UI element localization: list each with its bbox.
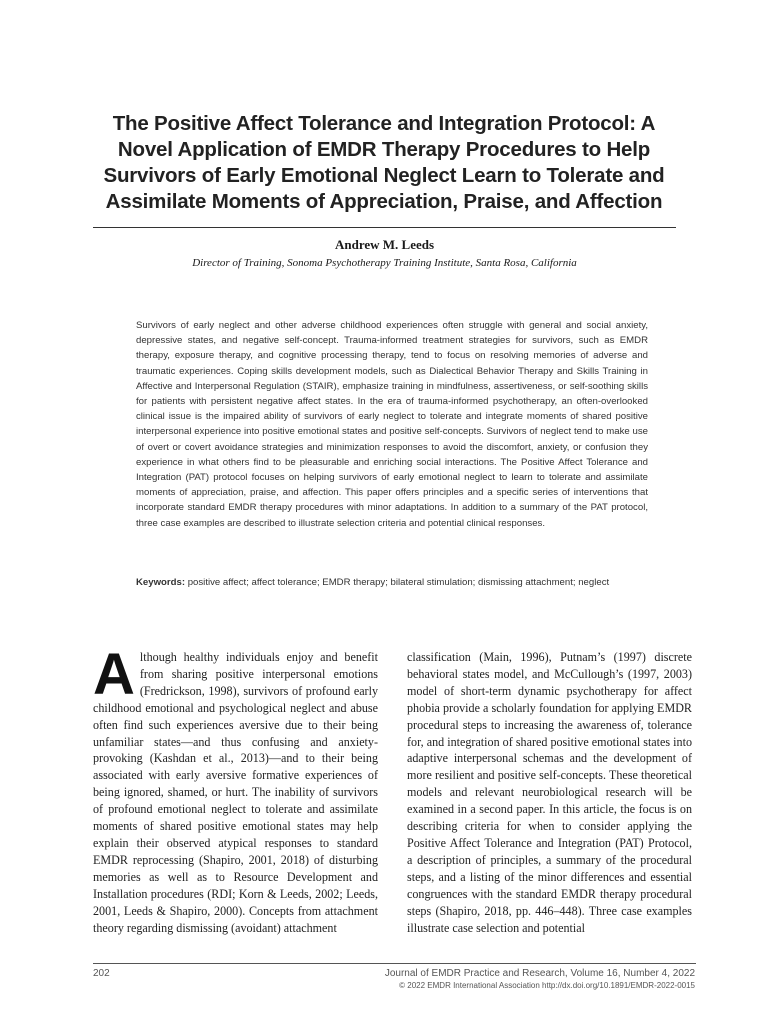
body-left-column bbox=[93, 642, 378, 936]
author-affiliation: Director of Training, Sonoma Psychotherapy Training Institute, Santa Rosa, California bbox=[192, 257, 577, 269]
journal-citation: Journal of EMDR Practice and Research, Volume 16, Number 4, 2022 bbox=[384, 968, 695, 979]
footer-divider bbox=[93, 963, 696, 964]
page-number: 202 bbox=[93, 968, 110, 979]
title-divider bbox=[93, 227, 676, 228]
body-right-column: classification (Main, 1996), Putnam’s (1997) discrete behavioral states model, and McCullough’s (1997, 2003) model of short-term dynamic psychotherapy for affect phobia provide a scholarly foundation for applying EMDR procedural steps to increasing the awareness of, tolerance for, and integration of shared positive emotional states into adaptive interpersonal schemas and the development of more resilient and positive self-concepts. These theoretical models and relevant neurobiological research will be examined in a second paper. In this article, the focus is on describing criteria for when to consider applying the Positive Affect Tolerance and Integration (PAT) Protocol, a description of principles, a summary of the procedural steps, and a listing of the minor differences and essential congruences with the standard EMDR therapy procedural steps (Shapiro, 2018, pp. 446–448). Three case examples illustrate case selection and potential bbox=[407, 650, 692, 935]
drop-cap: A bbox=[93, 642, 135, 707]
body-left-text: lthough healthy individuals enjoy and benefit from sharing positive interpersonal emotions (Fredrickson, 1998), survivors of profound early childhood emotional and psychological neglect and abuse often find such experiences aversive due to their being unfamiliar states—and thus confusing and anxiety-provoking (Kashdan et al., 2013)—and to their being associated with early aversive formative experiences of being ignored, shamed, or hurt. The inability of survivors of profound emotional neglect to tolerate and assimilate moments of shared positive emotional states may help explain their observed atypical responses to standard EMDR reprocessing (Shapiro, 2001, 2018) of disturbing memories as well as to Resource Development and Installation procedures (RDI; Korn & Leeds, 2002; Leeds, 2001, Leeds & Shapiro, 2000). Concepts from attachment theory regarding dismissing (avoidant) attachment bbox=[93, 650, 378, 935]
abstract-text: Survivors of early neglect and other adverse childhood experiences often struggle with general and social anxiety, depressive states, and negative self-concept. Trauma-informed treatment strategies for survivors, such as EMDR therapy, exposure therapy, and cognitive processing therapy, tend to focus on resolving memories of adverse and traumatic experiences. Coping skills development models, such as Dialectical Behavior Therapy and Skills Training in Affective and Interpersonal Regulation (STAIR), emphasize training in mindfulness, assertiveness, or self-soothing skills for patients with persistent negative affect states. In the era of trauma-informed psychotherapy, an often-overlooked clinical issue is the impaired ability of survivors of early neglect to tolerate and integrate moments of shared positive interpersonal experience into positive emotional states and positive self-concepts. Survivors of neglect tend to make use of overt or covert avoidance strategies and minimization responses to avoid the discomfort, anxiety, or confusion they experience in what others find to be pleasurable and enriching social interactions. The Positive Affect Tolerance and Integration (PAT) protocol focuses on helping survivors of early emotional neglect to learn to tolerate and assimilate moments of appreciation, praise, and affection. This paper offers principles and a specific series of interventions that incorporate standard EMDR therapy procedures with minor adaptations. In addition to a summary of the PAT protocol, three case examples are described to illustrate selection criteria and potential clinical responses. bbox=[136, 320, 648, 529]
keywords-label: Keywords: bbox=[136, 577, 186, 588]
keywords bbox=[136, 575, 648, 590]
author-name: Andrew M. Leeds bbox=[334, 237, 435, 252]
keywords-list: positive affect; affect tolerance; EMDR therapy; bilateral stimulation; dismissing attachment; neglect bbox=[187, 577, 610, 588]
copyright-doi: © 2022 EMDR International Association http://dx.doi.org/10.1891/EMDR-2022-0015 bbox=[399, 981, 695, 990]
article-title: The Positive Affect Tolerance and Integration Protocol: A Novel Application of EMDR Therapy Procedures to Help Survivors of Early Emotional Neglect Learn to Tolerate and Assimilate Moments of Appreciation, Praise, and Affection bbox=[103, 112, 665, 213]
